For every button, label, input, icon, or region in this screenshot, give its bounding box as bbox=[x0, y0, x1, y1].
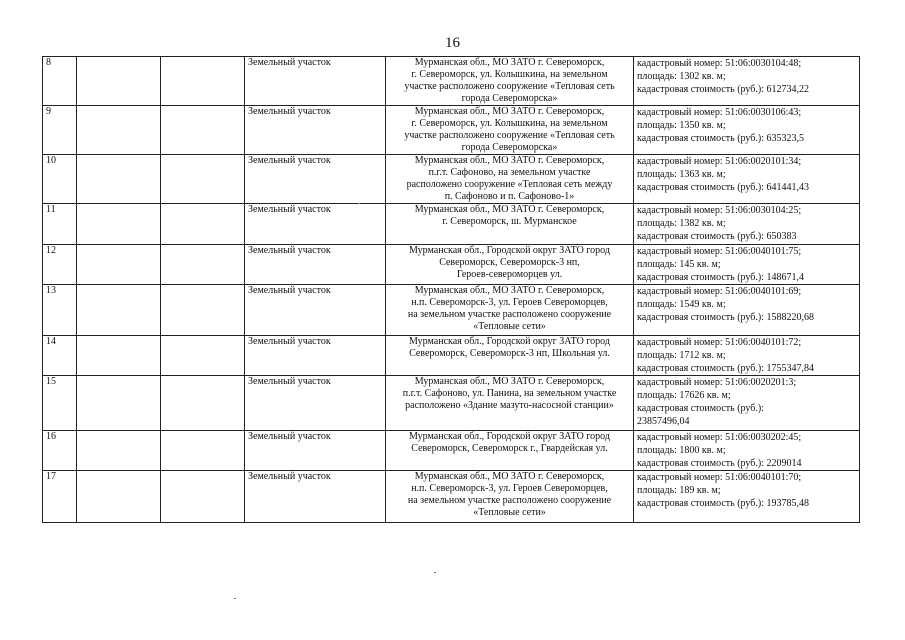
cadastral-info bbox=[634, 204, 860, 245]
scan-speck bbox=[234, 598, 236, 599]
object-address bbox=[386, 106, 634, 155]
cadastral-info-line: 23857496,04 bbox=[637, 416, 690, 427]
empty-cell-b bbox=[161, 431, 245, 471]
object-type: Земельный участок bbox=[245, 285, 386, 336]
cadastral-info bbox=[634, 57, 860, 106]
cadastral-info-line: кадастровая стоимость (руб.): 1755347,84 bbox=[637, 363, 814, 374]
address-line: Североморск, Североморск-3 нп, Школьная ул. bbox=[409, 348, 610, 359]
cadastral-info-line: площадь: 1363 кв. м; bbox=[637, 169, 726, 180]
address-line: расположено «Здание мазуто-насосной станции» bbox=[405, 400, 614, 411]
table-row bbox=[43, 285, 860, 336]
row-number: 13 bbox=[43, 285, 77, 336]
object-type: Земельный участок bbox=[245, 106, 386, 155]
empty-cell-b bbox=[161, 471, 245, 523]
address-line: н.п. Североморск-3, ул. Героев Североморцев, bbox=[411, 297, 608, 308]
address-line: Североморск, Североморск-3 нп, bbox=[439, 257, 580, 268]
object-type: Земельный участок bbox=[245, 471, 386, 523]
empty-cell-a bbox=[77, 204, 161, 245]
page-number: 16 bbox=[445, 35, 460, 51]
empty-cell-b bbox=[161, 376, 245, 431]
cadastral-info bbox=[634, 471, 860, 523]
empty-cell-a bbox=[77, 57, 161, 106]
address-line: «Тепловые сети» bbox=[473, 507, 546, 518]
empty-cell-b bbox=[161, 245, 245, 285]
address-line: п.г.т. Сафоново, ул. Панина, на земельном участке bbox=[402, 388, 617, 399]
object-address bbox=[386, 336, 634, 376]
cadastral-info-line: площадь: 1712 кв. м; bbox=[637, 350, 726, 361]
address-line: Мурманская обл., МО ЗАТО г. Североморск, bbox=[414, 57, 605, 68]
address-line: г. Североморск, ул. Колышкина, на земельном bbox=[411, 69, 608, 80]
table-row bbox=[43, 106, 860, 155]
empty-cell-a bbox=[77, 285, 161, 336]
object-type: Земельный участок bbox=[245, 431, 386, 471]
object-type: Земельный участок bbox=[245, 336, 386, 376]
address-line: Мурманская обл., МО ЗАТО г. Североморск, bbox=[414, 376, 605, 387]
cadastral-info-line: кадастровый номер: 51:06:0030106:43; bbox=[637, 107, 802, 118]
empty-cell-b bbox=[161, 336, 245, 376]
object-address bbox=[386, 376, 634, 431]
table-body bbox=[43, 57, 860, 523]
cadastral-info-line: площадь: 189 кв. м; bbox=[637, 485, 721, 496]
row-number: 16 bbox=[43, 431, 77, 471]
row-number: 17 bbox=[43, 471, 77, 523]
row-number: 10 bbox=[43, 155, 77, 204]
cadastral-info-line: кадастровый номер: 51:06:0040101:72; bbox=[637, 337, 802, 348]
cadastral-info bbox=[634, 285, 860, 336]
table-row bbox=[43, 245, 860, 285]
address-line: Мурманская обл., МО ЗАТО г. Североморск, bbox=[414, 204, 605, 215]
address-line: «Тепловые сети» bbox=[473, 321, 546, 332]
cadastral-info-line: кадастровая стоимость (руб.): 635323,5 bbox=[637, 133, 804, 144]
empty-cell-b bbox=[161, 204, 245, 245]
address-line: участке расположено сооружение «Тепловая сеть bbox=[404, 130, 615, 141]
scan-speck bbox=[358, 203, 360, 204]
address-line: Мурманская обл., Городской округ ЗАТО город bbox=[409, 336, 610, 347]
address-line: Мурманская обл., МО ЗАТО г. Североморск, bbox=[414, 471, 605, 482]
empty-cell-a bbox=[77, 431, 161, 471]
address-line: Мурманская обл., МО ЗАТО г. Североморск, bbox=[414, 106, 605, 117]
table-row bbox=[43, 155, 860, 204]
cadastral-info bbox=[634, 336, 860, 376]
cadastral-info-line: кадастровая стоимость (руб.): 1588220,68 bbox=[637, 312, 814, 323]
row-number: 12 bbox=[43, 245, 77, 285]
cadastral-info-line: кадастровая стоимость (руб.): bbox=[637, 403, 764, 414]
address-line: расположено сооружение «Тепловая сеть между bbox=[406, 179, 613, 190]
row-number: 15 bbox=[43, 376, 77, 431]
cadastral-info-line: кадастровый номер: 51:06:0030202:45; bbox=[637, 432, 802, 443]
address-line: Героев-североморцев ул. bbox=[456, 269, 563, 280]
address-line: на земельном участке расположено сооружение bbox=[407, 495, 612, 506]
address-line: Мурманская обл., МО ЗАТО г. Североморск, bbox=[414, 155, 605, 166]
cadastral-info bbox=[634, 106, 860, 155]
cadastral-info bbox=[634, 245, 860, 285]
empty-cell-a bbox=[77, 376, 161, 431]
cadastral-info-line: кадастровая стоимость (руб.): 193785,48 bbox=[637, 498, 809, 509]
empty-cell-a bbox=[77, 336, 161, 376]
cadastral-info-line: кадастровая стоимость (руб.): 148671,4 bbox=[637, 272, 804, 283]
table-row bbox=[43, 376, 860, 431]
address-line: г. Североморск, ш. Мурманское bbox=[442, 216, 577, 227]
cadastral-info-line: кадастровая стоимость (руб.): 2209014 bbox=[637, 458, 802, 469]
object-address bbox=[386, 431, 634, 471]
address-line: н.п. Североморск-3, ул. Героев Североморцев, bbox=[411, 483, 608, 494]
object-address bbox=[386, 285, 634, 336]
address-line: Мурманская обл., Городской округ ЗАТО город bbox=[409, 245, 610, 256]
address-line: Мурманская обл., Городской округ ЗАТО город bbox=[409, 431, 610, 442]
cadastral-info-line: площадь: 145 кв. м; bbox=[637, 259, 721, 270]
row-number: 14 bbox=[43, 336, 77, 376]
cadastral-info-line: площадь: 1382 кв. м; bbox=[637, 218, 726, 229]
table-row bbox=[43, 471, 860, 523]
scan-speck bbox=[434, 572, 436, 573]
table-row bbox=[43, 336, 860, 376]
empty-cell-a bbox=[77, 245, 161, 285]
object-address bbox=[386, 155, 634, 204]
object-address bbox=[386, 204, 634, 245]
cadastral-info-line: площадь: 1302 кв. м; bbox=[637, 71, 726, 82]
cadastral-info-line: кадастровый номер: 51:06:0020101:34; bbox=[637, 156, 802, 167]
empty-cell-b bbox=[161, 106, 245, 155]
cadastral-info-line: кадастровый номер: 51:06:0040101:70; bbox=[637, 472, 802, 483]
cadastral-info-line: кадастровый номер: 51:06:0030104:25; bbox=[637, 205, 802, 216]
empty-cell-a bbox=[77, 106, 161, 155]
object-type: Земельный участок bbox=[245, 155, 386, 204]
empty-cell-a bbox=[77, 471, 161, 523]
address-line: Североморск, Североморск г., Гвардейская ул. bbox=[411, 443, 608, 454]
cadastral-info-line: кадастровый номер: 51:06:0040101:75; bbox=[637, 246, 802, 257]
table-row bbox=[43, 57, 860, 106]
cadastral-info-line: кадастровая стоимость (руб.): 641441,43 bbox=[637, 182, 809, 193]
cadastral-info-line: кадастровая стоимость (руб.): 612734,22 bbox=[637, 84, 809, 95]
address-line: г. Североморск, ул. Колышкина, на земельном bbox=[411, 118, 608, 129]
cadastral-info bbox=[634, 431, 860, 471]
address-line: п.г.т. Сафоново, на земельном участке bbox=[428, 167, 591, 178]
address-line: на земельном участке расположено сооружение bbox=[407, 309, 612, 320]
cadastral-info bbox=[634, 376, 860, 431]
empty-cell-b bbox=[161, 57, 245, 106]
cadastral-info-line: площадь: 1350 кв. м; bbox=[637, 120, 726, 131]
cadastral-info-line: площадь: 1549 кв. м; bbox=[637, 299, 726, 310]
cadastral-info-line: кадастровый номер: 51:06:0040101:69; bbox=[637, 286, 802, 297]
object-address bbox=[386, 57, 634, 106]
land-plots-table bbox=[42, 56, 860, 523]
table-row bbox=[43, 431, 860, 471]
cadastral-info-line: кадастровый номер: 51:06:0020201:3; bbox=[637, 377, 797, 388]
object-type: Земельный участок bbox=[245, 57, 386, 106]
row-number: 11 bbox=[43, 204, 77, 245]
empty-cell-a bbox=[77, 155, 161, 204]
cadastral-info bbox=[634, 155, 860, 204]
object-type: Земельный участок bbox=[245, 204, 386, 245]
empty-cell-b bbox=[161, 155, 245, 204]
address-line: Мурманская обл., МО ЗАТО г. Североморск, bbox=[414, 285, 605, 296]
cadastral-info-line: кадастровая стоимость (руб.): 650383 bbox=[637, 231, 797, 242]
address-line: участке расположено сооружение «Тепловая сеть bbox=[404, 81, 615, 92]
address-line: п. Сафоново и п. Сафоново-1» bbox=[444, 191, 575, 202]
cadastral-info-line: кадастровый номер: 51:06:0030104:48; bbox=[637, 58, 802, 69]
row-number: 9 bbox=[43, 106, 77, 155]
address-line: города Североморска» bbox=[461, 142, 558, 153]
object-address bbox=[386, 245, 634, 285]
object-type: Земельный участок bbox=[245, 376, 386, 431]
object-address bbox=[386, 471, 634, 523]
table-row bbox=[43, 204, 860, 245]
empty-cell-b bbox=[161, 285, 245, 336]
row-number: 8 bbox=[43, 57, 77, 106]
cadastral-info-line: площадь: 1800 кв. м; bbox=[637, 445, 726, 456]
address-line: города Североморска» bbox=[461, 93, 558, 104]
cadastral-info-line: площадь: 17626 кв. м; bbox=[637, 390, 731, 401]
object-type: Земельный участок bbox=[245, 245, 386, 285]
